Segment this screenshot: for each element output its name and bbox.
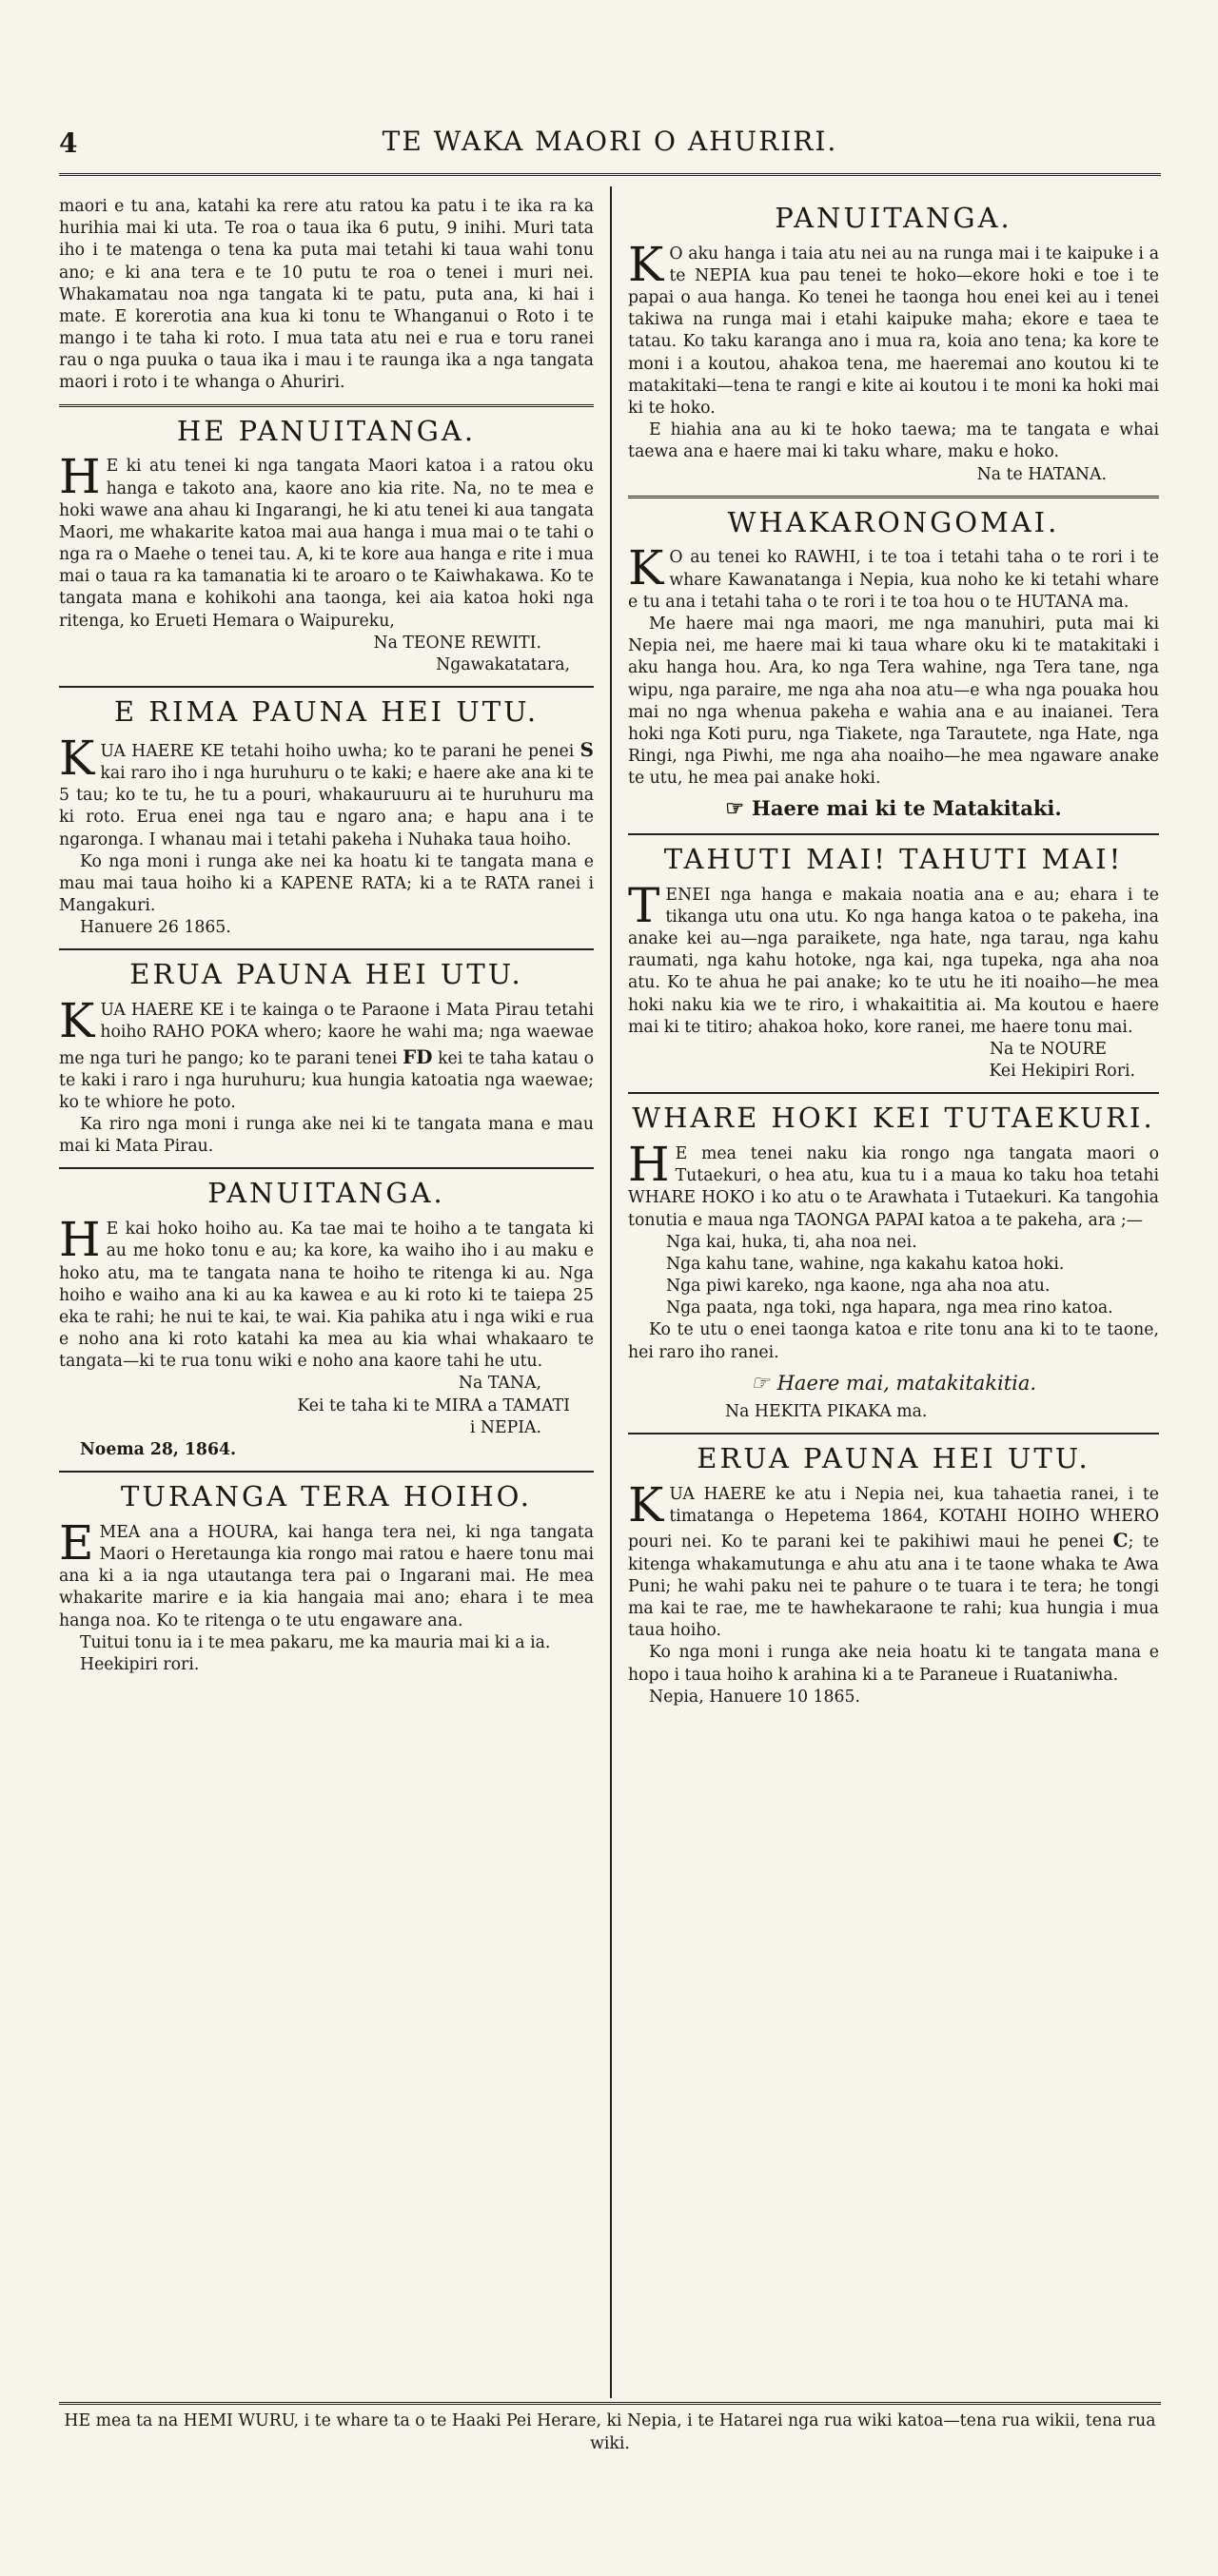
notice-tahuti-mai (628, 843, 1159, 1083)
list-item: Nga paata, nga toki, nga hapara, nga mea rino katoa. (666, 1298, 1113, 1318)
list-item: Nga piwi kareko, nga kaone, nga aha noa atu. (666, 1277, 1051, 1297)
notice-date: Noema 28, 1864. (80, 1439, 237, 1459)
section-rule (628, 833, 1159, 835)
signature: Na te NOURE (989, 1039, 1107, 1059)
notice-erua-pauna-left (59, 958, 594, 1158)
section-rule (59, 686, 594, 688)
notice-title: ERUA PAUNA HEI UTU. (129, 958, 523, 991)
notice-text: ENEI nga hanga e makaia noatia ana e au; ehara i te tikanga utu ona utu. Ko nga hanga katoa o te pakeha, ina anake kei au—nga paraikete, nga hate, nga tarau, nga kahu raumati, nga kahu hotoke, nga kai, nga tupeka, nga aha noa atu. Ko te ahua he pai anake; ko te utu he iti noaiho—he mea hoki naku kia we te riro, i whakaititia ai. Ma koutou e haere mai ki te titiro; ahakoa hoko, kore ranei, me haere tonu mai. (628, 885, 1159, 1037)
notice-title: ERUA PAUNA HEI UTU. (697, 1442, 1090, 1475)
column-separator (610, 186, 612, 2398)
notice-text: UA HAERE KE i te kainga o te Paraone i Mata Pirau tetahi hoiho RAHO POKA whero; kaore he wahi ma; nga waewae me nga turi he pango; ko te parani tenei (59, 1001, 594, 1068)
signature: Na TANA, (458, 1374, 541, 1394)
printer-imprint (59, 2402, 1161, 2455)
masthead: TE WAKA MAORI O AHURIRI. (382, 126, 838, 157)
list-item: Nga kai, huka, ti, aha noa nei. (666, 1232, 917, 1252)
drop-cap: H (628, 1136, 670, 1192)
notice-whakarongomai (628, 506, 1159, 824)
drop-cap: K (59, 993, 95, 1049)
list-item: Nga kahu tane, wahine, nga kakahu katoa hoki. (666, 1254, 1065, 1274)
continued-article (59, 196, 594, 395)
page-header (59, 122, 1161, 167)
drop-cap: H (59, 1212, 101, 1268)
notice-text: UA HAERE ke atu i Nepia nei, kua tahaetia ranei, i te timatanga o Hepetema 1864, KOTAHI HOIHO WHERO pouri nei. Ko te parani kei te pakihiwi maui he penei (628, 1485, 1159, 1552)
notice-text: Ko nga moni i runga ake neia hoatu ki te tangata mana e hopo i taua hoiho k arahina ki a te Paraneue i Ruataniwha. (628, 1643, 1159, 1685)
notice-erua-pauna-right (628, 1442, 1159, 1708)
notice-text: E ki atu tenei ki nga tangata Maori katoa i a ratou oku hanga e takoto ana, kaore ano kia rite. Na, no te mea e hoki wawe ana ahau ki Ingarangi, he ki atu tenei ki aua tangata Maori, me whakarite katoa mai aua hanga i mua mai o te tahi o nga ra o Maehe o tenei tau. A, ki te kore aua hanga e rite i mua mai o taua ra ka tamanatia ki te aroaro o te Kaiwhakawa. Ko te tangata mana e kohikohi ana taonga, kei aia katoa hoki nga ritenga, ko Erueti Hemara o Waipureku, (59, 457, 594, 631)
notice-text: ; te kitenga whakamutunga e ahu atu ana i te taone whaka te Awa Puni; he wahi paku nei te pahure o te tuara i te tera; he tongi ma kai te rae, me te hawhekaraone te rahi; kua hungia i mua taua hoiho. (628, 1532, 1159, 1641)
page-number: 4 (59, 127, 78, 159)
cta-text: Haere mai ki te Matakitaki. (752, 796, 1062, 821)
article-text: maori e tu ana, katahi ka rere atu ratou ka patu i te ika ra ka hurihia mai ki uta. Te roa o taua ika 6 putu, 9 inihi. Muri tata iho i te matenga o tena ka puta mai tetahi ki taua wahi tonu ano; e ki ana tera e te 10 putu te roa o tenei i muri nei. Whakamatau noa nga tangata ki te patu, puta ana, ki hai i mate. E korerotia ana kua ki tonu te Whanganui o Roto i te mango i te taha ki roto. I mua tata atu nei e rua e toru ranei rau o nga puuka o taua ika i mau i te raunga ika a nga tangata maori i roto i te whanga o Ahuriri. (59, 197, 594, 393)
header-rule (59, 173, 1161, 176)
notice-title: HE PANUITANGA. (176, 414, 477, 447)
signature: Na TEONE REWITI. (373, 633, 541, 653)
section-rule (59, 948, 594, 950)
notice-title: WHAKARONGOMAI. (727, 505, 1060, 538)
drop-cap: K (628, 236, 664, 292)
drop-cap: H (59, 449, 101, 505)
section-rule (628, 1433, 1159, 1434)
notice-e-rima-pauna (59, 695, 594, 939)
pointing-hand-icon: ☞ (750, 1371, 770, 1395)
notice-text: MEA ana a HOURA, kai hanga tera nei, ki nga tangata Maori o Heretaunga kia rongo mai ratou e haere tonu mai ana ki a ia nga utautanga tera pai o Ingarani mai. He mea whakarite marire e ia kia hangaia mai ano; ehara i te mea hanga noa. Ko te ritenga o te utu engaware ana. (59, 1522, 594, 1630)
notice-text: E hiahia ana au ki te hoko taewa; ma te tangata e whai taewa ana e haere mai ki taku whare, maku e hoko. (628, 420, 1159, 462)
notice-text: Tuitui tonu ia i te mea pakaru, me ka mauria mai ki a ia. (80, 1632, 551, 1652)
notice-title: PANUITANGA. (775, 202, 1012, 234)
notice-text: E kai hoko hoiho au. Ka tae mai te hoiho a te tangata ki au me hoko tonu e au; ka kore, ka waiho iho i au maku e hoko atu, ma te tangata nana te hoiho te ritenga ki au. Nga hoiho e waiho ana ki au ka kawea e au ki roto ki te taiepa 25 eka te rahi; he nui te kai, te wai. Kia pahika atu i nga wiki e rua e noho ana ki roto katahi ka mea au kia whai whakaaro te tangata—ki te rua tonu wiki e noho ana kaore tahi he utu. (59, 1220, 594, 1372)
notice-title: TAHUTI MAI! TAHUTI MAI! (663, 842, 1124, 875)
brand-mark: FD (402, 1044, 433, 1068)
call-to-action (628, 1370, 1159, 1397)
drop-cap: T (628, 877, 660, 933)
notice-text: kai raro iho i nga huruhuru o te kaki; e haere ake ana ki te 5 tau; ko te tu, he tu a pouri, whakauruuru ai te huruhuru ma ki roto. Erua enei nga tau e ngaro ana; e hapu ana i te ngaronga. I whanau mai i tetahi pakeha i Nuhaka taua hoiho. (59, 764, 594, 849)
notice-title: E RIMA PAUNA HEI UTU. (113, 695, 540, 729)
brand-mark: C (1112, 1529, 1129, 1552)
notice-title: WHARE HOKI KEI TUTAEKURI. (632, 1102, 1155, 1135)
signature: Na te HATANA. (976, 464, 1107, 484)
notice-panuitanga-hatana (628, 202, 1159, 486)
notice-title: TURANGA TERA HOIHO. (121, 1480, 532, 1513)
notice-whare-hoki (628, 1102, 1159, 1423)
brand-mark: S (580, 737, 594, 761)
notice-title: PANUITANGA. (207, 1177, 445, 1210)
drop-cap: K (628, 540, 664, 596)
call-to-action (628, 795, 1159, 823)
notice-text: E mea tenei naku kia rongo nga tangata maori o Tutaekuri, o hea atu, kua tu i a maua ko taku hoa tetahi WHARE HOKO i ko atu o te Arawhata i Tutaekuri. Ka tangohia tonutia e maua nga TAONGA PAPAI katoa a te pakeha, ara ;— (628, 1143, 1159, 1230)
section-rule (59, 1167, 594, 1169)
drop-cap: K (628, 1477, 664, 1533)
drop-cap: E (59, 1514, 94, 1571)
pointing-hand-icon: ☞ (725, 796, 744, 822)
signature-place: Kei te taha ki te MIRA a TAMATI (297, 1395, 570, 1415)
notice-text: Ko nga moni i runga ake nei ka hoatu ki te tangata mana e mau mai taua hoiho ki a KAPENE RATA; ki a te RATA ranei i Mangakuri. (59, 851, 594, 916)
signature-place: Kei Hekipiri Rori. (989, 1062, 1135, 1082)
notice-turanga-tera (59, 1480, 594, 1676)
notice-text: O au tenei ko RAWHI, i te toa i tetahi taha o te rori i te whare Kawanatanga i Nepia, kua noho ke ki tetahi whare e tu ana i tetahi taha o te rori i te toa hou o te HUTANA ma. (628, 548, 1159, 612)
signature: Na HEKITA PIKAKA ma. (725, 1402, 928, 1422)
notice-text: kei te taha katau o te kaki i raro i nga huruhuru; kua hungia katoatia nga waewae; ko te whiore he poto. (59, 1048, 594, 1112)
drop-cap: K (59, 730, 95, 786)
notice-text: UA HAERE KE tetahi hoiho uwha; ko te parani he penei (100, 741, 575, 761)
notice-text: Me haere mai nga maori, me nga manuhiri, puta mai ki Nepia nei, me haere mai ki taua whare oku ki te matakitaki i aku hanga hou. Ara, ko nga Tera wahine, nga Tera tane, nga wipu, nga paraire, me nga aha noa atu—e wha nga pouaka hou mai no nga whenua pakeha e wahia ana e au inaianei. Tera hoki nga Koti puru, nga Tiakete, nga Tarautete, nga Hate, nga Ringi, nga Piwhi, me nga aha noaiho—he mea ngaware anake te utu, he mea pai anake hoki. (628, 615, 1159, 789)
notice-he-panuitanga (59, 415, 594, 677)
notice-text: Ka riro nga moni i runga ake nei ki te tangata mana e mau mai ki Mata Pirau. (59, 1115, 594, 1157)
imprint-text: HE mea ta na HEMI WURU, i te whare ta o te Haaki Pei Herare, ki Nepia, i te Hatarei nga rua wiki katoa—tena rua wikii, tena rua wiki. (64, 2411, 1156, 2453)
notice-date: Hanuere 26 1865. (80, 918, 231, 938)
notice-text: O aku hanga i taia atu nei au na runga mai i te kaipuke i a te NEPIA kua pau tenei te hoko—ekore hoki e toe i te papai o aua hanga. Ko tenei he taonga hou enei kei au i tenei takiwa na runga mai i etahi kaipuke maha; ekore e taea te tatau. Ko taku karanga ano i mua ra, koia ano tena; ka kore te moni i a koutou, ahakoa tena, me haeremai ano koutou ki te matakitaki—tena te rangi e kite ai koutou i te moni ka hoki mai ki te hoko. (628, 244, 1159, 418)
signature-place: Ngawakatatara, (436, 654, 570, 674)
section-rule (59, 404, 594, 407)
section-rule (628, 1092, 1159, 1094)
section-rule (628, 496, 1159, 498)
cta-text: Haere mai, matakitakitia. (776, 1371, 1037, 1395)
left-column (59, 196, 594, 1686)
notice-date: Nepia, Hanuere 10 1865. (649, 1687, 861, 1707)
notice-text: Ko te utu o enei taonga katoa e rite tonu ana ki to te taone, hei raro iho ranei. (628, 1320, 1159, 1362)
signature: Heekipiri rori. (80, 1654, 200, 1674)
notice-panuitanga-hoiho (59, 1177, 594, 1461)
signature-place: i NEPIA. (469, 1417, 541, 1437)
section-rule (59, 1471, 594, 1473)
right-column (628, 196, 1159, 1718)
